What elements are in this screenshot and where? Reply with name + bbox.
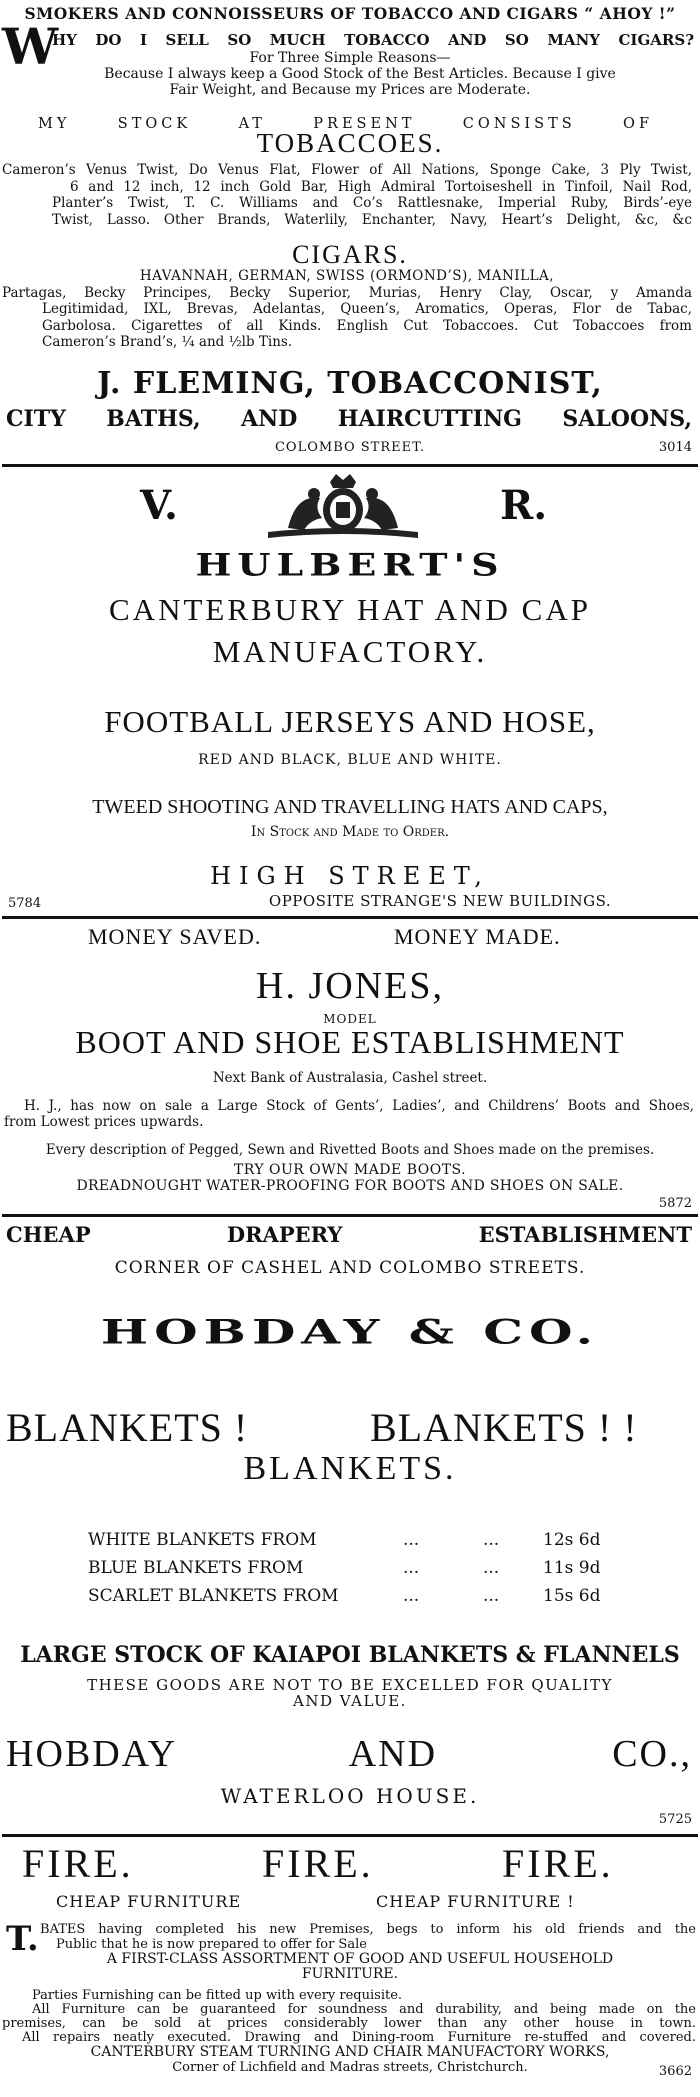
fleming-advert (0, 0, 700, 460)
dots: ... (483, 1558, 500, 1578)
drop-cap-t: T. (6, 1919, 39, 1959)
price-value: 15s 6d (543, 1586, 601, 1606)
ahoy-headline: SMOKERS AND CONNOISSEURS OF TOBACCO AND CIGARS “ AHOY !” (24, 4, 676, 23)
next-bank: Next Bank of Australasia, Cashel street. (212, 1070, 488, 1086)
hobday-and-co: HOBDAY AND CO., (6, 1733, 692, 1775)
bates-line-4: FURNITURE. (301, 1966, 399, 1982)
model-label: MODEL (323, 1012, 377, 1026)
drop-cap-w: W (2, 17, 59, 76)
hobday-advert (0, 1218, 700, 1836)
blankets-1: BLANKETS ! (6, 1405, 249, 1450)
colombo-street: COLOMBO STREET. (274, 440, 426, 455)
column-rule (2, 916, 698, 919)
kaiapoi-stock: LARGE STOCK OF KAIAPOI BLANKETS & FLANNELS (20, 1642, 680, 1668)
cheap-furniture-1: CHEAP FURNITURE (56, 1892, 242, 1911)
tobaccoes-heading: TOBACCOES. (256, 128, 444, 158)
these-goods: THESE GOODS ARE NOT TO BE EXCELLED FOR QUALITY (87, 1676, 613, 1694)
cigar-line: Legitimidad, IXL, Brevas, Adelantas, Queen’s, Aromatics, Operas, Flor de Tabac, (42, 301, 692, 317)
lichfield-corner: Corner of Lichfield and Madras streets, Christchurch. (172, 2060, 528, 2075)
tobacco-line: 6 and 12 inch, 12 inch Gold Bar, High Admiral Tortoiseshell in Tinfoil, Nail Rod, (70, 178, 692, 195)
all-repairs: All repairs neatly executed. Drawing and Dining-room Furniture re-stuffed and covered. (22, 2030, 696, 2045)
waterloo-house: WATERLOO HOUSE. (220, 1784, 480, 1808)
price-value: 12s 6d (543, 1530, 601, 1550)
all-furniture-2: premises, can be sold at prices considerably lower than any other house in town. (2, 2016, 696, 2031)
boot-shoe-title: BOOT AND SHOE ESTABLISHMENT (75, 1024, 625, 1060)
try-our-boots: TRY OUR OWN MADE BOOTS. (233, 1162, 467, 1178)
price-row (88, 1582, 648, 1610)
cigar-line: HAVANNAH, GERMAN, SWISS (ORMOND’S), MANILLA, (139, 268, 555, 284)
bates-line-2: Public that he is now prepared to offer for Sale (56, 1937, 367, 1952)
jones-advert (0, 920, 700, 1262)
cigar-list (2, 268, 692, 351)
hulberts-advert (0, 470, 700, 926)
all-furniture-1: All Furniture can be guaranteed for soundness and durability, and being made on the (32, 2002, 696, 2017)
tobacco-line: Cameron’s Venus Twist, Do Venus Flat, Flower of All Nations, Sponge Cake, 3 Ply Twist, (2, 162, 692, 178)
and-value: AND VALUE. (293, 1692, 407, 1710)
ad-number: 5725 (658, 1812, 692, 1827)
price-item: BLUE BLANKETS FROM (88, 1558, 304, 1578)
cigars-heading: CIGARS. (292, 240, 408, 269)
stock-heading: MY STOCK AT PRESENT CONSISTS OF (38, 116, 653, 132)
cigar-line: Garbolosa. Cigarettes of all Kinds. English Cut Tobaccoes. Cut Tobaccoes from (42, 317, 692, 334)
every-description: Every description of Pegged, Sewn and Rivetted Boots and Shoes made on the premises. (45, 1142, 655, 1158)
football-jerseys: FOOTBALL JERSEYS AND HOSE, (104, 704, 596, 739)
fire-1: FIRE. (22, 1841, 134, 1886)
blankets-2: BLANKETS ! ! (370, 1405, 638, 1450)
corner-cashel: CORNER OF CASHEL AND COLOMBO STREETS. (114, 1258, 586, 1278)
fire-3: FIRE. (502, 1841, 614, 1886)
dreadnought: DREADNOUGHT WATER-PROOFING FOR BOOTS AND SHOES ON SALE. (76, 1178, 624, 1194)
ad-number: 5872 (658, 1196, 692, 1211)
vr-letter-r: R. (500, 482, 548, 529)
price-row (88, 1554, 648, 1582)
opposite-strange: OPPOSITE STRANGE'S NEW BUILDINGS. (268, 892, 612, 910)
price-row (88, 1526, 648, 1554)
bates-advert (0, 1836, 700, 2097)
because-line-2: Fair Weight, and Because my Prices are Moderate. (169, 82, 531, 98)
cheap-drapery: CHEAP DRAPERY ESTABLISHMENT (6, 1222, 692, 1247)
why-question: HY DO I SELL SO MUCH TOBACCO AND SO MANY CIGARS? (52, 31, 694, 49)
cigar-line: Partagas, Becky Principes, Becky Superior, Murias, Henry Clay, Oscar, y Amanda (2, 284, 692, 301)
hj-line-1: H. J., has now on sale a Large Stock of Gents’, Ladies’, and Childrens’ Boots and Shoes, (24, 1098, 694, 1114)
in-stock: In Stock and Made to Order. (250, 824, 450, 840)
manufactory-title: MANUFACTORY. (212, 634, 488, 669)
fleming-name: J. FLEMING, TOBACCONIST, (97, 366, 603, 401)
royal-coat-of-arms-icon (258, 474, 428, 540)
cheap-furniture-2: CHEAP FURNITURE ! (376, 1892, 575, 1911)
vr-letter-v: V. (140, 482, 178, 529)
money-made: MONEY MADE. (394, 924, 561, 949)
high-street: HIGH STREET, (210, 862, 490, 890)
ad-number: 3662 (658, 2064, 692, 2079)
three-reasons: For Three Simple Reasons— (249, 50, 451, 66)
cigar-line: Cameron’s Brand’s, ¼ and ½lb Tins. (42, 334, 293, 350)
because-line-1: Because I always keep a Good Stock of the Best Articles. Because I give (104, 66, 616, 82)
dots: ... (483, 1586, 500, 1606)
blankets-3: BLANKETS. (243, 1450, 457, 1487)
jones-name: H. JONES, (256, 965, 444, 1007)
ad-number: 3014 (658, 440, 692, 455)
tobacco-line: Twist, Lasso. Other Brands, Waterlily, Enchanter, Navy, Heart’s Delight, &c, &c (52, 211, 692, 228)
hat-cap-title: CANTERBURY HAT AND CAP (109, 592, 591, 627)
bates-line-1: BATES having completed his new Premises, begs to inform his old friends and the (40, 1922, 696, 1937)
city-baths-line: CITY BATHS, AND HAIRCUTTING SALOONS, (6, 406, 692, 432)
hulberts-brand: HULBERT'S (195, 546, 505, 583)
hobday-brand: HOBDAY & CO. (100, 1311, 600, 1352)
dots: ... (483, 1530, 500, 1550)
bates-line-3: A FIRST-CLASS ASSORTMENT OF GOOD AND USEFUL HOUSEHOLD (106, 1951, 614, 1967)
money-saved: MONEY SAVED. (88, 924, 262, 949)
fire-2: FIRE. (262, 1841, 374, 1886)
column-rule (2, 1214, 698, 1217)
tobacco-list (2, 162, 692, 228)
tweed-hats: TWEED SHOOTING AND TRAVELLING HATS AND CAPS, (92, 796, 608, 818)
dots: ... (403, 1558, 420, 1578)
hj-line-2: from Lowest prices upwards. (4, 1114, 204, 1130)
price-value: 11s 9d (543, 1558, 601, 1578)
price-list (88, 1526, 648, 1610)
ad-number: 5784 (8, 896, 42, 911)
parties-furnishing: Parties Furnishing can be fitted up with every requisite. (32, 1988, 403, 2003)
jersey-colours: RED AND BLACK, BLUE AND WHITE. (198, 752, 502, 768)
column-rule (2, 464, 698, 467)
price-item: WHITE BLANKETS FROM (88, 1530, 317, 1550)
dots: ... (403, 1530, 420, 1550)
dots: ... (403, 1586, 420, 1606)
price-item: SCARLET BLANKETS FROM (88, 1586, 339, 1606)
tobacco-line: Planter’s Twist, T. C. Williams and Co’s Rattlesnake, Imperial Ruby, Birds’-eye (52, 195, 692, 211)
steam-turning-works: CANTERBURY STEAM TURNING AND CHAIR MANUFACTORY WORKS, (90, 2044, 610, 2060)
